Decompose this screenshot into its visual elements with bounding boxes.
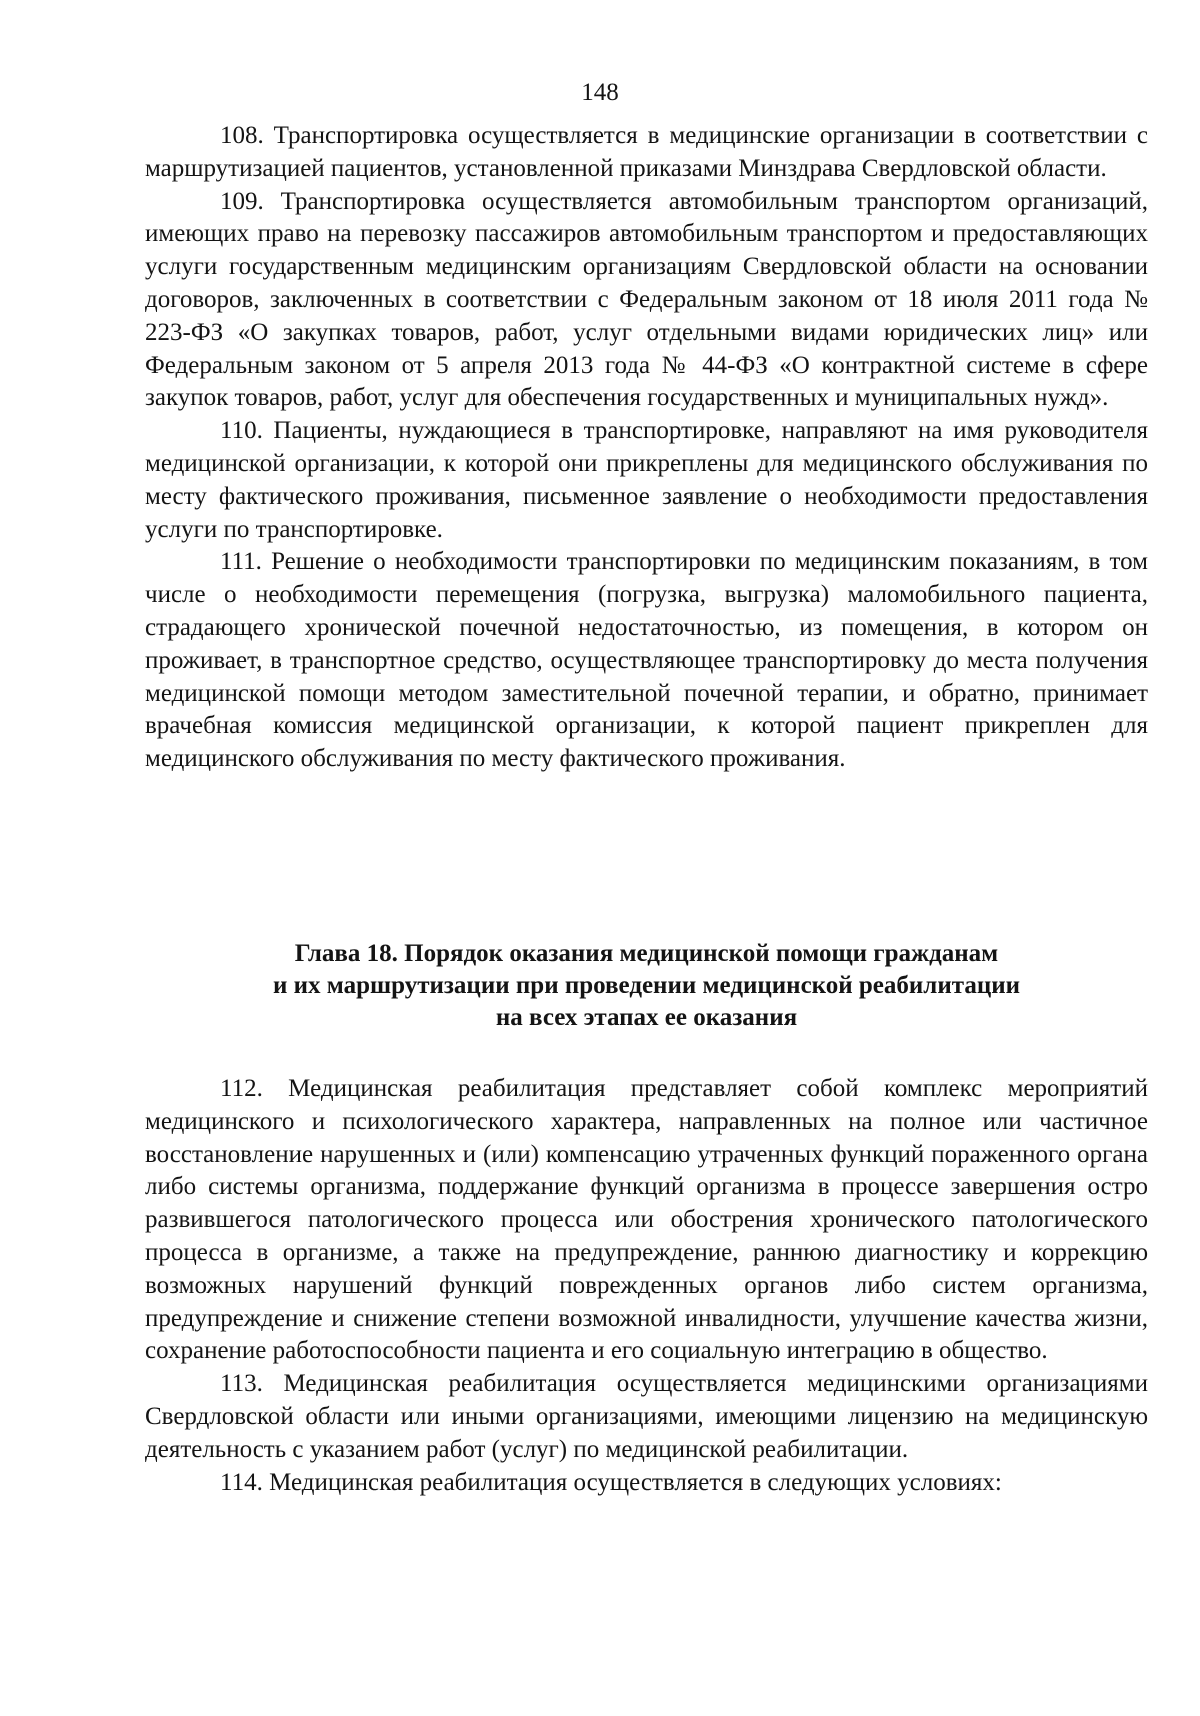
chapter-heading-line-2: и их маршрутизации при проведении медицинской реабилитации xyxy=(272,972,1021,999)
paragraph-111: 111. Решение о необходимости транспортировки по медицинским показаниям, в том числе о необходимости перемещения (погрузка, выгрузка) маломобильного пациента, страдающего хронической почечной недостаточностью, из помещения, в котором он проживает, в транспортное средство, осуществляющее транспортировку до места получения медицинской помощи методом заместительной почечной терапии, и обратно, принимает врачебная комиссия медицинской организации, к которой пациент прикреплен для медицинского обслуживания по месту фактического проживания. xyxy=(145,548,1148,773)
paragraph-114: 114. Медицинская реабилитация осуществляется в следующих условиях: xyxy=(220,1468,1002,1496)
text-block-bottom xyxy=(145,1073,1148,1499)
text-block-top xyxy=(145,120,1148,776)
paragraph-113: 113. Медицинская реабилитация осуществляется медицинскими организациями Свердловской области или иными организациями, имеющими лицензию на медицинскую деятельность с указанием работ (услуг) по медицинской реабилитации. xyxy=(145,1370,1148,1463)
page-number: 148 xyxy=(581,79,619,106)
paragraph-112: 112. Медицинская реабилитация представляет собой комплекс мероприятий медицинского и психологического характера, направленных на полное или частичное восстановление нарушенных и (или) компенсацию утраченных функций пораженного органа либо системы организма, поддержание функций организма в процессе завершения остро развившегося патологического процесса или обострения хронического патологического процесса в организме, а также на предупреждение, раннюю диагностику и коррекцию возможных нарушений функций поврежденных органов либо систем организма, предупреждение и снижение степени возможной инвалидности, улучшение качества жизни, сохранение работоспособности пациента и его социальную интеграцию в общество. xyxy=(145,1075,1148,1365)
paragraph-110: 110. Пациенты, нуждающиеся в транспортировке, направляют на имя руководителя медицинской организации, к которой они прикреплены для медицинского обслуживания по месту фактического проживания, письменное заявление о необходимости предоставления услуги по транспортировке. xyxy=(145,417,1148,543)
paragraph-108: 108. Транспортировка осуществляется в медицинские организации в соответствии с маршрутизацией пациентов, установленной приказами Минздрава Свердловской области. xyxy=(145,122,1148,182)
chapter-heading xyxy=(145,938,1148,1034)
chapter-heading-line-3: на всех этапах ее оказания xyxy=(495,1004,798,1031)
paragraph-109: 109. Транспортировка осуществляется автомобильным транспортом организаций, имеющих право на перевозку пассажиров автомобильным транспортом и предоставляющих услуги государственным медицинским организациям Свердловской области на основании договоров, заключенных в соответствии с Федеральным законом от 18 июля 2011 года № 223-ФЗ «О закупках товаров, работ, услуг отдельными видами юридических лиц» или Федеральным законом от 5 апреля 2013 года № 44-ФЗ «О контрактной системе в сфере закупок товаров, работ, услуг для обеспечения государственных и муниципальных нужд». xyxy=(145,187,1148,412)
chapter-heading-line-1: Глава 18. Порядок оказания медицинской помощи гражданам xyxy=(294,940,999,967)
